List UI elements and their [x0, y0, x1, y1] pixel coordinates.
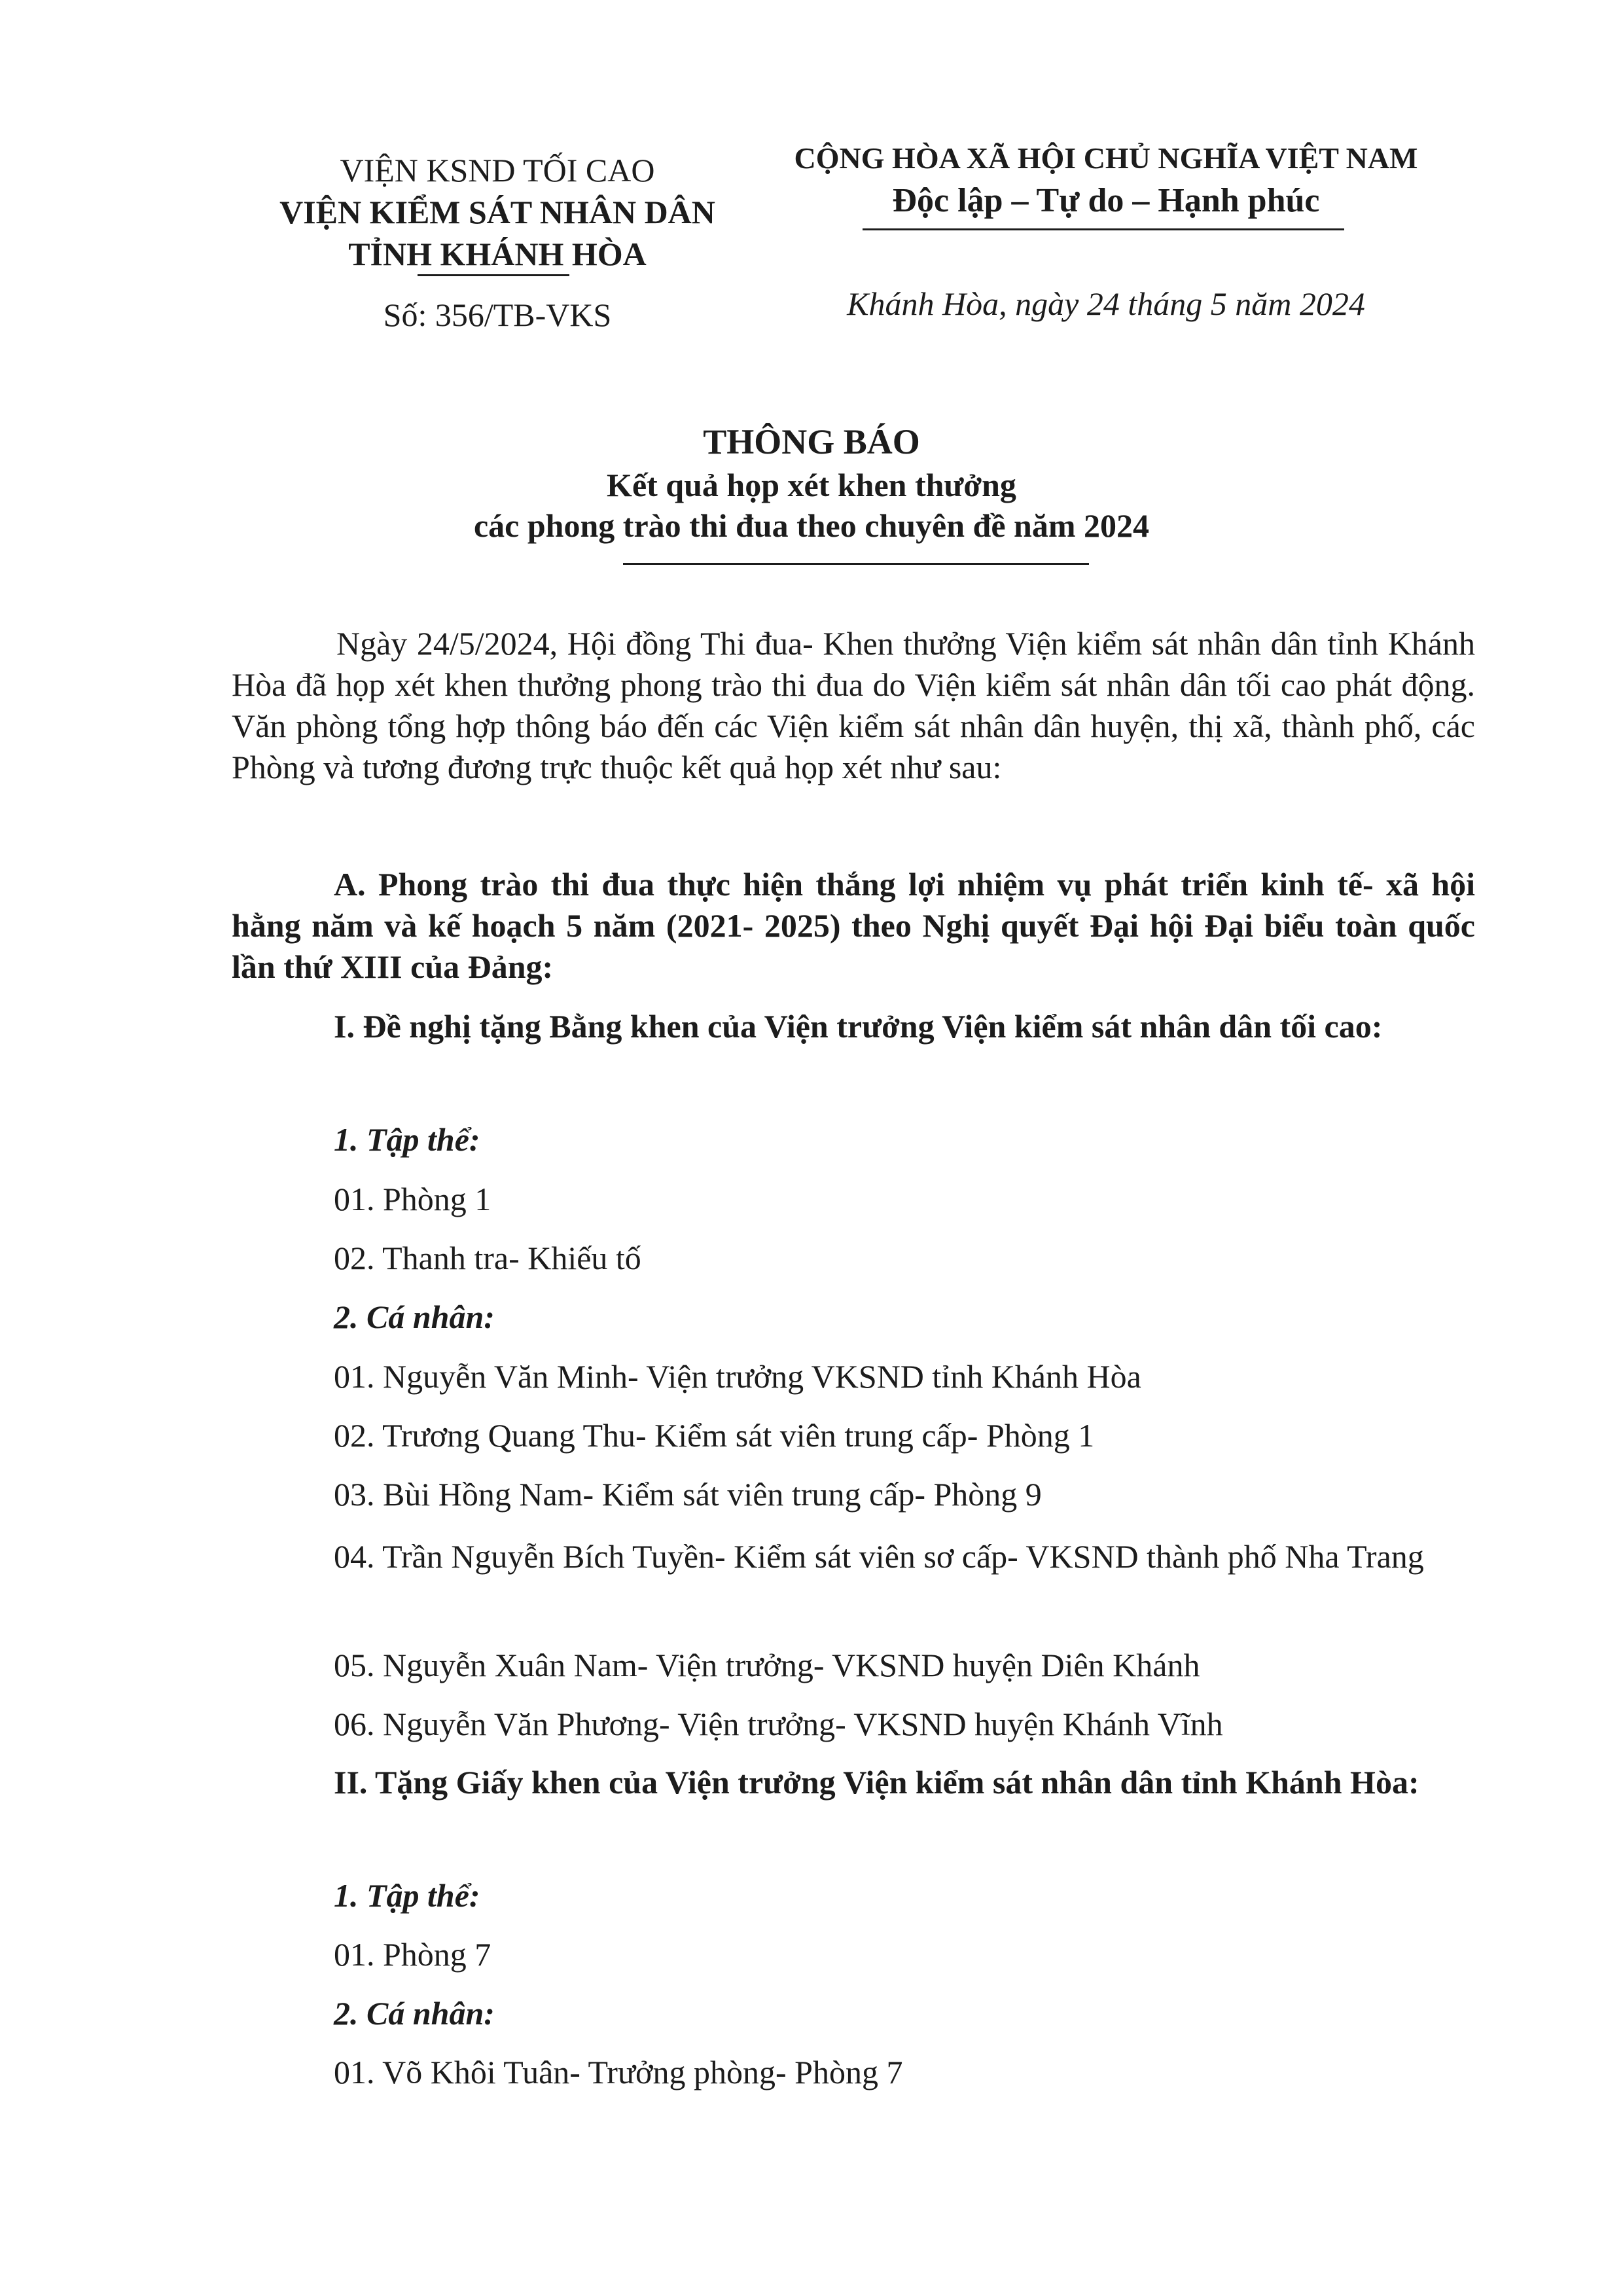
part-1-collective-label: 1. Tập thể: — [334, 1121, 480, 1158]
motto: Độc lập – Tự do – Hạnh phúc — [892, 182, 1320, 219]
list-item: 06. Nguyễn Văn Phương- Viện trưởng- VKSND huyện Khánh Vĩnh — [334, 1706, 1223, 1742]
motto-underline — [863, 228, 1344, 230]
title-main: THÔNG BÁO — [703, 422, 920, 461]
agency-name: VIỆN KIỂM SÁT NHÂN DÂN — [279, 194, 715, 230]
list-item: 01. Võ Khôi Tuân- Trưởng phòng- Phòng 7 — [334, 2054, 903, 2090]
title-sub-2: các phong trào thi đua theo chuyên đề năm 2024 — [473, 507, 1150, 544]
list-item: 04. Trần Nguyễn Bích Tuyền- Kiểm sát viên sơ cấp- VKSND thành phố Nha Trang — [334, 1538, 1424, 1575]
list-item: 01. Phòng 1 — [334, 1181, 491, 1217]
list-item: 05. Nguyễn Xuân Nam- Viện trưởng- VKSND huyện Diên Khánh — [334, 1647, 1200, 1683]
document-number: Số: 356/TB-VKS — [383, 296, 612, 333]
intro-paragraph: Ngày 24/5/2024, Hội đồng Thi đua- Khen thưởng Viện kiểm sát nhân dân tỉnh Khánh Hòa đã họp xét khen thưởng phong trào thi đua do Viện kiểm sát nhân dân tối cao phát động. Văn phòng tổng hợp thông báo đến các Viện kiểm sát nhân dân huyện, thị xã, thành phố, các Phòng và tương đương trực thuộc kết quả họp xét như sau: — [232, 625, 1475, 785]
issuing-agency — [262, 149, 733, 275]
list-item: 02. Trương Quang Thu- Kiểm sát viên trung cấp- Phòng 1 — [334, 1417, 1095, 1454]
part-1-individual-label: 2. Cá nhân: — [334, 1299, 495, 1335]
title-sub-1: Kết quả họp xét khen thưởng — [607, 467, 1016, 503]
part-2-heading: II. Tặng Giấy khen của Viện trưởng Viện kiểm sát nhân dân tỉnh Khánh Hòa: — [334, 1764, 1419, 1801]
section-a-heading: A. Phong trào thi đua thực hiện thắng lợi nhiệm vụ phát triển kinh tế- xã hội hằng năm và kế hoạch 5 năm (2021- 2025) theo Nghị quyết Đại hội Đại biểu toàn quốc lần thứ XIII của Đảng: — [232, 866, 1475, 985]
place-date: Khánh Hòa, ngày 24 tháng 5 năm 2024 — [847, 285, 1365, 322]
agency-underline — [418, 274, 569, 276]
agency-parent: VIỆN KSND TỐI CAO — [340, 152, 655, 188]
part-1-heading: I. Đề nghị tặng Bằng khen của Viện trưởng Viện kiểm sát nhân dân tối cao: — [334, 1008, 1383, 1045]
list-item: 01. Nguyễn Văn Minh- Viện trưởng VKSND tỉnh Khánh Hòa — [334, 1358, 1141, 1395]
part-2-collective-label: 1. Tập thể: — [334, 1877, 480, 1914]
part-2-individual-label: 2. Cá nhân: — [334, 1995, 495, 2032]
country-name: CỘNG HÒA XÃ HỘI CHỦ NGHĨA VIỆT NAM — [794, 141, 1418, 175]
national-motto — [759, 137, 1453, 223]
list-item: 01. Phòng 7 — [334, 1936, 491, 1973]
agency-province: TỈNH KHÁNH HÒA — [348, 236, 647, 272]
document-title — [196, 419, 1427, 546]
list-item: 03. Bùi Hồng Nam- Kiểm sát viên trung cấp- Phòng 9 — [334, 1476, 1042, 1513]
title-underline — [623, 563, 1089, 565]
list-item: 02. Thanh tra- Khiếu tố — [334, 1240, 641, 1276]
